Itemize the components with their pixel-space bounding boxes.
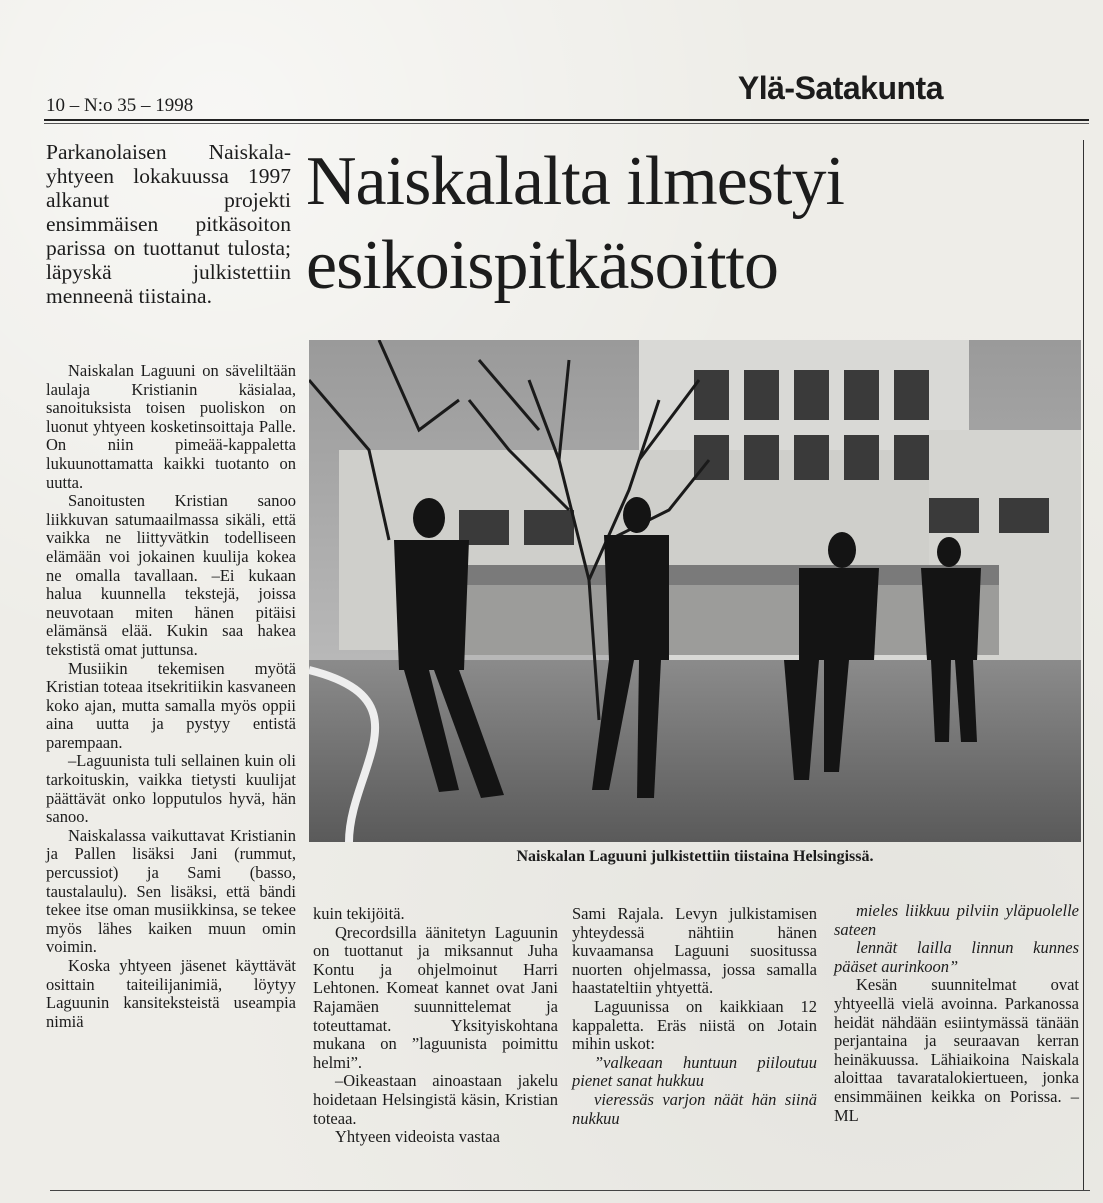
paragraph: kuin tekijöitä. <box>313 904 405 923</box>
paragraph: Sami Rajala. Levyn julkistamisen yhteydessä nähtiin hänen kuvaamansa Laguuni suositussa nuorten ohjelmassa, jossa samalla haastateltiin yhtyettä. <box>572 904 817 998</box>
band-photo <box>309 340 1081 842</box>
section-title: Ylä-Satakunta <box>737 70 943 106</box>
paragraph: Koska yhtyeen jäsenet käyttävät osittain taiteilijanimiä, löytyy Laguunin kansiteksteistä useampia nimiä <box>46 956 296 1031</box>
paragraph: Sanoitusten Kristian sanoo liikkuvan satumaailmassa sikäli, että vaikka ne liittyvätkin todelliseen elämään voi jokainen kuulija kokea ne omalla tavallaan. –Ei kukaan halua kuunnella tekstejä, joissa neuvotaan miten hänen pitäisi elämänsä elää. Kukin saa hakea tekstistä omat juttunsa. <box>46 491 296 659</box>
headline-line-2: esikoispitkäsoitto <box>306 227 778 304</box>
header-rule <box>44 119 1089 121</box>
paragraph: –Laguunista tuli sellainen kuin oli tarkoituskin, vaikka tietysti kuulijat päättävät onko lopputulos hyvä, hän sanoo. <box>46 751 296 827</box>
article-headline <box>306 140 1076 308</box>
article-column-2 <box>313 905 558 1147</box>
dateline: 10 – N:o 35 – 1998 <box>46 95 194 116</box>
article-column-3 <box>572 905 817 1128</box>
paragraph: Naiskalan Laguuni on säveliltään laulaja Kristianin käsialaa, sanoituksista toisen puoliskon on luonut yhtyeen kosketinsoittaja Palle. On niin pimeää-kappaletta lukuunottamatta kaikki tuotanto on uutta. <box>46 361 296 492</box>
paragraph: Laguunissa on kaikkiaan 12 kappaletta. Eräs niistä on Jotain mihin uskot: <box>572 996 817 1054</box>
article-lead: Parkanolaisen Naiskala-yhtyeen lokakuussa 1997 alkanut projekti ensimmäisen pitkäsoiton parissa on tuottanut tulosta; läpyskä julkistettiin menneenä tiistaina. <box>46 140 291 308</box>
paragraph: Naiskalassa vaikuttavat Kristianin ja Pallen lisäksi Jani (rummut, percussiot) ja Sami (basso, taustalaulu). Sen lisäksi, että bändi tekee itse oman musiikkinsa, se tekee myös lähes kaiken muun omin voimin. <box>46 825 296 957</box>
article-column-1 <box>46 362 296 1031</box>
band-photo-illustration <box>309 340 1081 842</box>
paragraph: Kesän suunnitelmat ovat yhtyeellä vielä avoinna. Parkanossa heidät nähdään esiintymässä tänään perjantaina ja seuraavan kerran heinäkuussa. Lähiaikoina Naiskala aloittaa tavaratalokiertueen, jonka ensimmäinen keikka on Porissa. –ML <box>834 975 1079 1125</box>
bottom-rule <box>50 1190 1090 1191</box>
column-rule-right <box>1083 140 1084 1190</box>
paragraph: Musiikin tekemisen myötä Kristian toteaa itsekritiikin kasvaneen koko ajan, mutta samalla myös oppii aina uutta ja pystyy entistä parempaan. <box>46 658 296 752</box>
photo-caption: Naiskalan Laguuni julkistettiin tiistaina Helsingissä. <box>516 848 874 865</box>
paragraph: Yhtyeen videoista vastaa <box>335 1127 500 1147</box>
lyric-quote: mieles liikkuu pilviin yläpuolelle sateen <box>834 901 1079 939</box>
lyric-quote: ”valkeaan huntuun piiloutuu pienet sanat hukkuu <box>572 1052 817 1091</box>
lyric-quote: vieressäs varjon näät hän siinä nukkuu <box>572 1089 817 1128</box>
article-column-4 <box>834 902 1079 1125</box>
headline-line-1: Naiskalalta ilmestyi <box>306 143 844 220</box>
lyric-quote: lennät lailla linnun kunnes pääset aurinkoon” <box>834 938 1079 976</box>
paragraph: –Oikeastaan ainoastaan jakelu hoidetaan Helsingistä käsin, Kristian toteaa. <box>313 1071 558 1128</box>
header-rule-thin <box>44 123 1089 124</box>
paragraph: Qrecordsilla äänitetyn Laguunin on tuottanut ja miksannut Juha Kontu ja ohjelmoinut Harri Lehtonen. Komeat kannet ovat Jani Rajamäen suunnittelemat ja toteuttamat. Yksityiskohtana mukana on ”laguunista poimittu helmi”. <box>313 922 558 1072</box>
